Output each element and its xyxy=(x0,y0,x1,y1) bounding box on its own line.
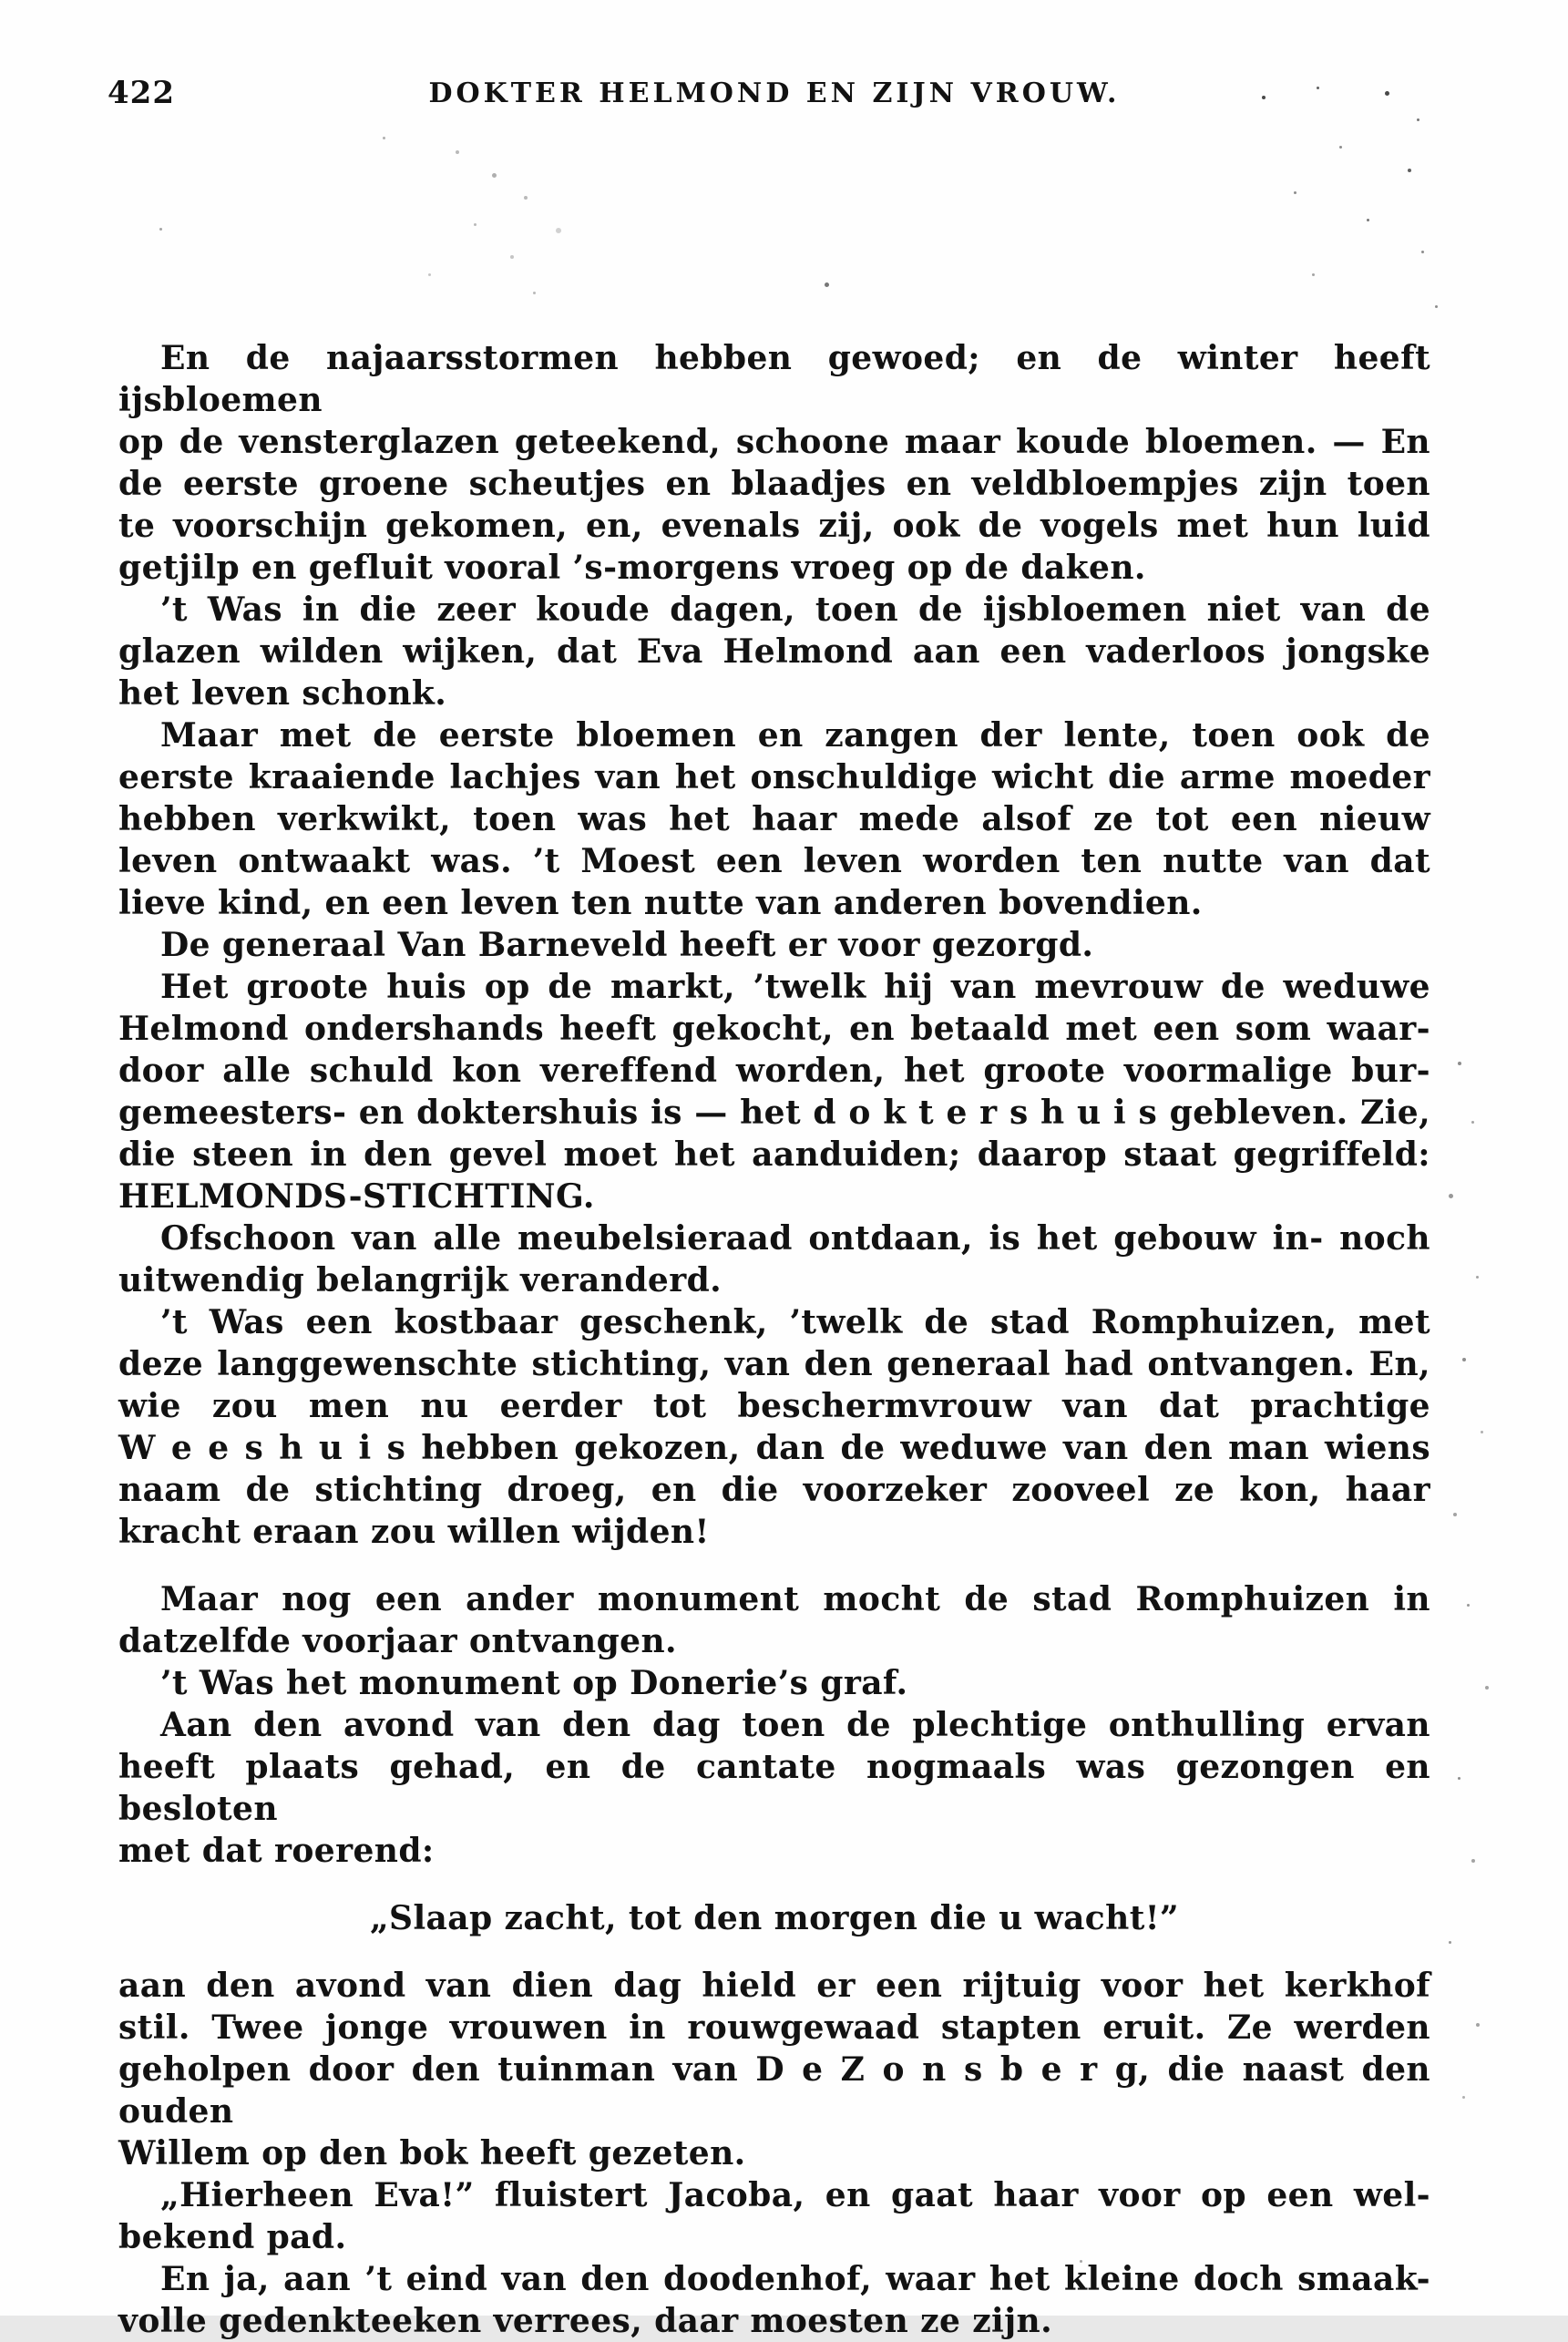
scan-speck xyxy=(533,292,536,294)
text-line: te voorschijn gekomen, en, evenals zij, ook de vogels met hun luid xyxy=(118,507,1430,545)
text-line: Het groote huis op de markt, ’twelk hij van mevrouw de weduwe xyxy=(160,968,1430,1006)
text-line: wie zou men nu eerder tot beschermvrouw van dat prachtige xyxy=(118,1387,1430,1425)
text-line: deze langgewenschte stichting, van den generaal had ontvangen. En, xyxy=(118,1345,1430,1383)
page-number: 422 xyxy=(108,75,175,111)
scan-speck xyxy=(428,273,431,276)
scan-speck xyxy=(1080,2260,1082,2263)
text-line: stil. Twee jonge vrouwen in rouwgewaad stapten eruit. Ze werden xyxy=(118,2008,1430,2047)
verse-line: „Slaap zacht, tot den morgen die u wacht!” xyxy=(369,1899,1180,1937)
scan-speck xyxy=(1453,1513,1457,1516)
scan-speck xyxy=(1476,1276,1479,1279)
scan-speck xyxy=(825,282,829,287)
scan-speck xyxy=(1408,169,1411,172)
text-line: die steen in den gevel moet het aanduiden; daarop staat gegriffeld: xyxy=(118,1135,1430,1174)
scan-speck xyxy=(1462,1358,1466,1361)
scan-speck xyxy=(474,223,477,226)
text-line: Maar nog een ander monument mocht de stad Romphuizen in xyxy=(160,1580,1430,1618)
scan-speck xyxy=(1435,305,1438,308)
text-line: heeft plaats gehad, en de cantate nogmaals was gezongen en besloten xyxy=(118,1748,1430,1828)
text-line: door alle schuld kon vereffend worden, het groote voormalige bur- xyxy=(118,1052,1430,1090)
scan-speck xyxy=(492,173,497,178)
scan-speck xyxy=(1380,355,1383,358)
scan-speck xyxy=(1467,1604,1470,1607)
scan-speck xyxy=(1481,1431,1483,1433)
text-line: kracht eraan zou willen wijden! xyxy=(118,1513,710,1551)
text-line: volle gedenkteeken verrees, daar moesten ze zijn. xyxy=(118,2302,1053,2340)
scan-speck xyxy=(1421,251,1424,253)
scan-speck xyxy=(1339,146,1342,149)
text-line: datzelfde voorjaar ontvangen. xyxy=(118,1622,677,1660)
text-line: ’t Was het monument op Donerie’s graf. xyxy=(160,1664,908,1702)
text-line: naam de stichting droeg, en die voorzeker zooveel ze kon, haar xyxy=(118,1471,1430,1509)
running-title: DOKTER HELMOND EN ZIJN VROUW. xyxy=(428,77,1121,109)
scan-speck xyxy=(1317,87,1319,89)
scan-speck xyxy=(510,255,514,259)
scan-speck xyxy=(1385,91,1389,96)
text-line: Maar met de eerste bloemen en zangen der lente, toen ook de xyxy=(160,716,1430,755)
scan-speck xyxy=(159,228,162,231)
scan-speck xyxy=(1476,2023,1480,2027)
text-line: De generaal Van Barneveld heeft er voor gezorgd. xyxy=(160,926,1094,964)
text-line: met dat roerend: xyxy=(118,1832,435,1870)
scan-speck xyxy=(383,137,385,139)
page-body xyxy=(118,337,1430,2342)
scan-speck xyxy=(1367,219,1369,221)
scan-speck xyxy=(1294,191,1296,194)
text-line: gemeesters- en doktershuis is — het d o k t e r s h u i s gebleven. Zie, xyxy=(118,1094,1430,1132)
text-line: En de najaarsstormen hebben gewoed; en de winter heeft ijsbloemen xyxy=(118,339,1430,419)
running-head xyxy=(108,75,1430,111)
text-line: HELMONDS-STICHTING. xyxy=(118,1177,595,1216)
scan-speck xyxy=(1462,2096,1465,2099)
text-line: ’t Was een kostbaar geschenk, ’twelk de stad Romphuizen, met xyxy=(160,1303,1430,1341)
scan-speck xyxy=(1312,273,1315,276)
text-line: ’t Was in die zeer koude dagen, toen de ijsbloemen niet van de xyxy=(160,591,1430,629)
scan-speck xyxy=(1449,1941,1451,1944)
scan-speck xyxy=(1449,1194,1453,1198)
text-line: hebben verkwikt, toen was het haar mede alsof ze tot een nieuw xyxy=(118,800,1430,838)
text-line: uitwendig belangrijk veranderd. xyxy=(118,1261,723,1299)
text-line: Aan den avond van den dag toen de plechtige onthulling ervan xyxy=(160,1706,1430,1744)
text-line: getjilp en gefluit vooral ’s-morgens vroeg op de daken. xyxy=(118,549,1146,587)
text-line: glazen wilden wijken, dat Eva Helmond aan een vaderloos jongske xyxy=(118,632,1430,671)
text-line: Helmond ondershands heeft gekocht, en betaald met een som waar- xyxy=(118,1010,1430,1048)
text-line: Ofschoon van alle meubelsieraad ontdaan, is het gebouw in- noch xyxy=(160,1219,1430,1258)
scan-speck xyxy=(1262,96,1266,99)
scan-speck xyxy=(456,150,459,154)
text-line: op de vensterglazen geteekend, schoone maar koude bloemen. — En xyxy=(118,423,1430,461)
scan-speck xyxy=(1471,1121,1474,1124)
scan-speck xyxy=(1458,1777,1460,1780)
scan-speck xyxy=(1458,1062,1461,1065)
scan-speck xyxy=(1485,1686,1489,1690)
scan-speck xyxy=(556,228,561,233)
text-line: leven ontwaakt was. ’t Moest een leven worden ten nutte van dat xyxy=(118,842,1430,880)
text-line: geholpen door den tuinman van D e Z o n s b e r g, die naast den ouden xyxy=(118,2050,1430,2131)
text-line: En ja, aan ’t eind van den doodenhof, waar het kleine doch smaak- xyxy=(160,2260,1430,2298)
text-line: W e e s h u i s hebben gekozen, dan de weduwe van den man wiens xyxy=(118,1429,1430,1467)
text-line: Willem op den bok heeft gezeten. xyxy=(118,2134,746,2173)
text-line: „Hierheen Eva!” fluistert Jacoba, en gaat haar voor op een wel- xyxy=(160,2176,1430,2214)
text-line: het leven schonk. xyxy=(118,674,447,713)
text-line: aan den avond van dien dag hield er een rijtuig voor het kerkhof xyxy=(118,1967,1430,2005)
scan-speck xyxy=(1471,1859,1475,1863)
scan-speck xyxy=(524,196,528,200)
scan-speck xyxy=(1417,118,1419,121)
text-line: lieve kind, en een leven ten nutte van anderen bovendien. xyxy=(118,884,1203,922)
text-line: bekend pad. xyxy=(118,2218,347,2256)
text-line: de eerste groene scheutjes en blaadjes en veldbloempjes zijn toen xyxy=(118,465,1430,503)
text-line: eerste kraaiende lachjes van het onschuldige wicht die arme moeder xyxy=(118,758,1430,796)
